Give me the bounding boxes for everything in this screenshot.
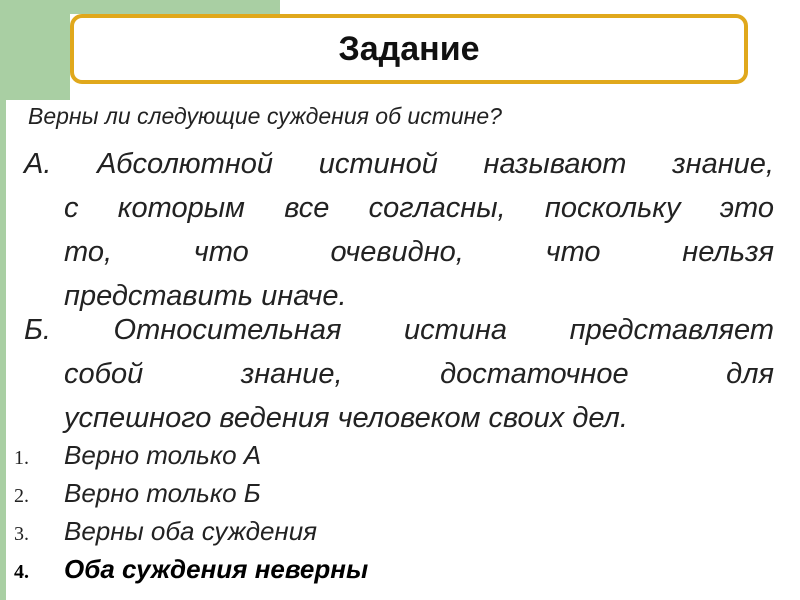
statement-b-line-1: Б. Относительная истина представляет [24, 314, 774, 346]
option-number: 2. [14, 485, 29, 507]
answer-option-3[interactable] [14, 516, 317, 552]
decorative-green-block [0, 0, 70, 100]
statement-a-line-4: представить иначе. [64, 280, 347, 312]
option-number: 3. [14, 523, 29, 545]
statement-b-line-2: собой знание, достаточное для [64, 358, 774, 390]
decorative-green-strip [70, 0, 280, 14]
decorative-green-left-bar [0, 100, 6, 600]
answer-option-1[interactable] [14, 440, 261, 476]
statement-a-line-3: то, что очевидно, что нельзя [64, 236, 774, 268]
option-label: Оба суждения неверны [64, 554, 369, 584]
statement-a-line-1: А. Абсолютной истиной называют знание, [24, 148, 774, 180]
option-label: Верно только А [64, 440, 262, 470]
statement-b-line-3: успешного ведения человеком своих дел. [64, 402, 628, 434]
option-number: 1. [14, 447, 29, 469]
page-title: Задание [338, 29, 480, 68]
title-box [70, 14, 748, 84]
question-text: Верны ли следующие суждения об истине? [28, 103, 502, 129]
option-label: Верны оба суждения [64, 516, 318, 546]
option-number: 4. [14, 561, 29, 583]
answer-option-4-correct[interactable] [14, 554, 368, 590]
statement-b [24, 308, 774, 440]
statement-a-line-2: с которым все согласны, поскольку это [64, 192, 774, 224]
option-label: Верно только Б [64, 478, 261, 508]
statement-a [24, 142, 774, 318]
answer-option-2[interactable] [14, 478, 261, 514]
